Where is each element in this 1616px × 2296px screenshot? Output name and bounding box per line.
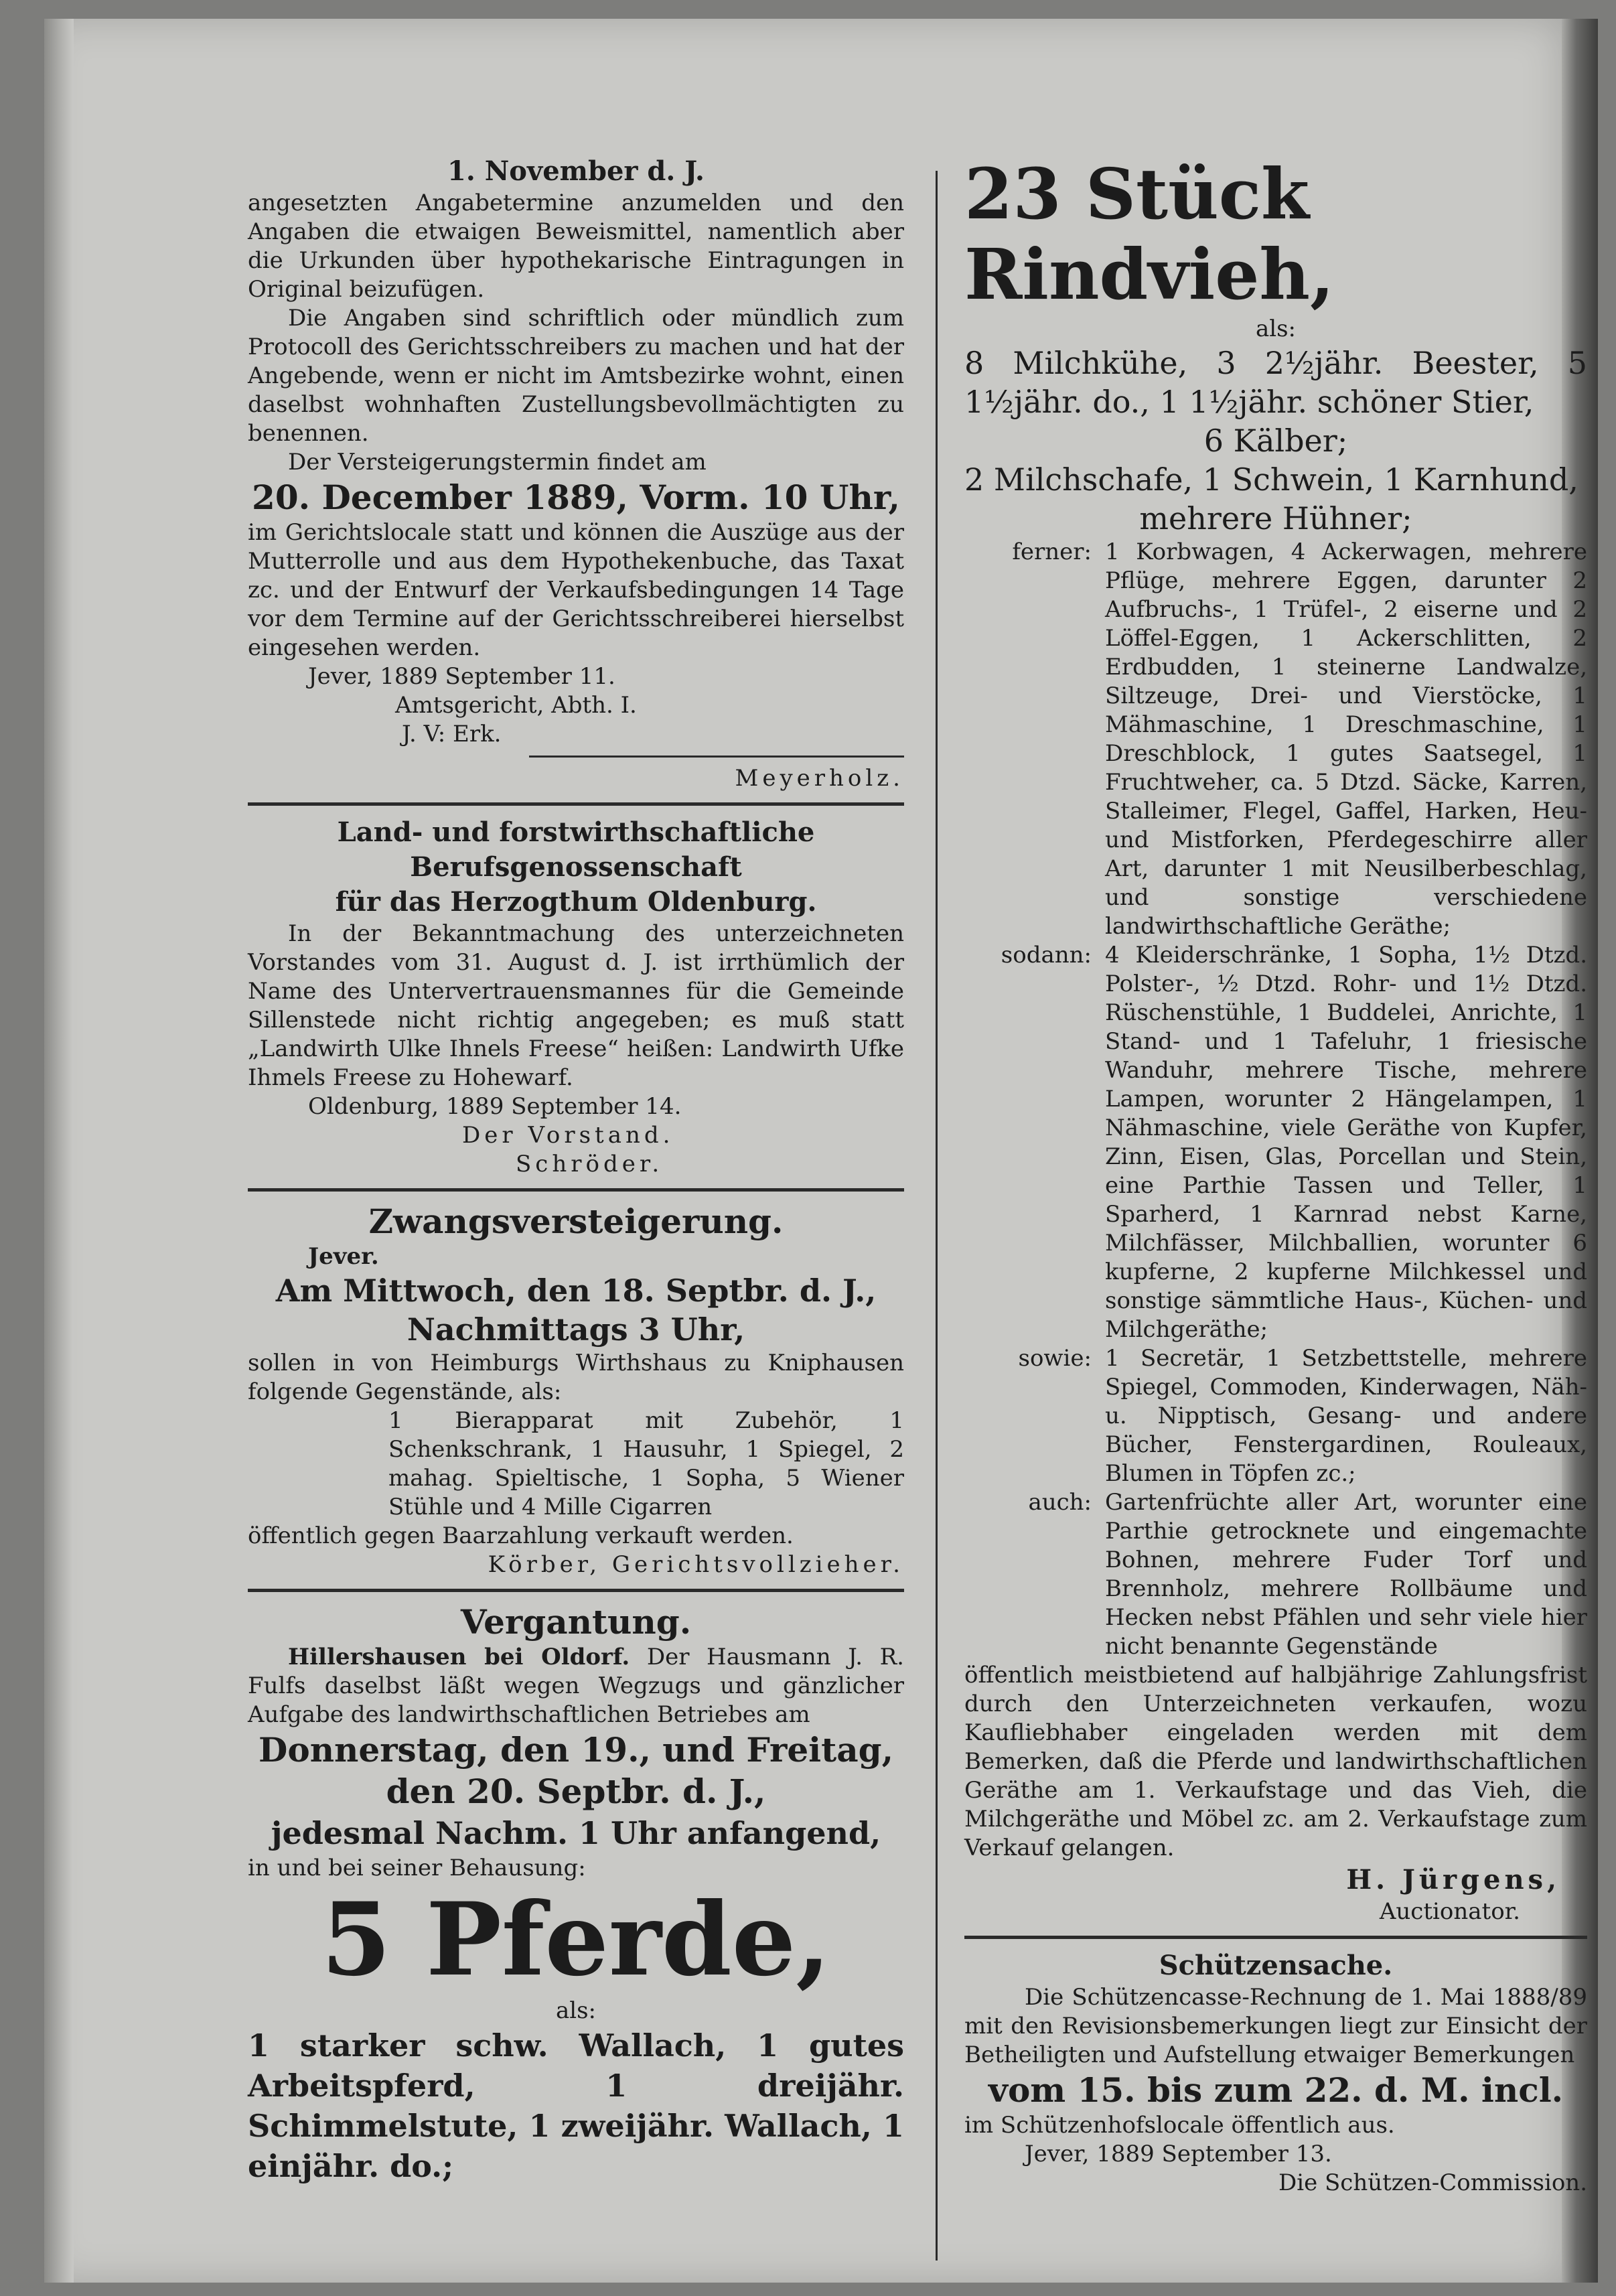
auction-place: Jever. (308, 1243, 379, 1270)
board-label: Der Vorstand. (462, 1122, 674, 1149)
place-date: Jever, 1889 September 11. (308, 663, 615, 690)
auction-time: Nachmittags 3 Uhr, (407, 1311, 745, 1348)
sowie-list (964, 1344, 1587, 1488)
inspection-dates: vom 15. bis zum 22. d. M. incl. (988, 2070, 1564, 2110)
notice-paragraph: sollen in von Heimburgs Wirthshaus zu Kniphausen folgende Gegenstände, als: (248, 1350, 904, 1405)
section-divider (248, 802, 904, 806)
auction-items: 1 Bierapparat mit Zubehör, 1 Schenkschrank, 1 Hausuhr, 1 Spiegel, 2 mahag. Spieltische, 1 Sopha, 5 Wiener Stühle und 4 Mille Cigarren (388, 1407, 904, 1520)
notice-paragraph: öffentlich gegen Baarzahlung verkauft werden. (248, 1522, 794, 1549)
cattle-list: 8 Milchkühe, 3 2½jähr. Beester, 5 1½jähr. do., 1 1½jähr. schöner Stier, (964, 345, 1587, 420)
horses-list: 1 starker schw. Wallach, 1 gutes Arbeitspferd, 1 dreijähr. Schimmelstute, 1 zweijähr. Wallach, 1 einjähr. do.; (248, 2027, 904, 2184)
notice-paragraph: im Schützenhofslocale öffentlich aus. (964, 2112, 1395, 2139)
court-name: Amtsgericht, Abth. I. (395, 692, 637, 719)
notice-paragraph: In der Bekanntmachung des unterzeichneten Vorstandes vom 31. August d. J. ist irrthümlich der Name des Untervertrauensmannes für die Gemeinde Sillenstede nicht richtig angegeben; es muß statt „Landwirth Ulke Ihnels Freese“ heißen: Landwirth Ufke Ihmels Freese zu Hohewarf. (248, 920, 904, 1091)
place-date: Oldenburg, 1889 September 14. (308, 1093, 682, 1120)
sale-description: Der Hausmann J. R. Fulfs daselbst läßt wegen Wegzugs und gänzlicher Aufgabe des landwirthschaftlichen Betriebes am (248, 1644, 904, 1728)
court-clerk: Meyerholz. (735, 765, 904, 792)
section-divider (248, 1188, 904, 1192)
notice-paragraph: angesetzten Angabetermine anzumelden und den Angaben die etwaigen Beweismittel, namentlich aber die Urkunden über hypothekarische Eintragungen in Original beizufügen. (248, 190, 904, 303)
auction-date: Am Mittwoch, den 18. Septbr. d. J., (275, 1273, 877, 1309)
list-label: ferner: (1012, 539, 1092, 565)
sale-time: jedesmal Nachm. 1 Uhr anfangend, (271, 1815, 881, 1851)
sheep-line: 2 Milchschafe, 1 Schwein, 1 Karnhund, (964, 461, 1578, 498)
shooting-club-heading: Schützensache. (1159, 1950, 1393, 1981)
auction-date: 20. December 1889, Vorm. 10 Uhr, (252, 478, 900, 517)
calves: 6 Kälber; (1203, 423, 1348, 459)
notice-paragraph: im Gerichtslocale statt und können die Auszüge aus der Mutterrolle und aus dem Hypothekenbuche, das Taxat zc. und der Entwurf der Verkaufsbedingungen 14 Tage vor dem Termine auf der Gerichtsschreiberei hierselbst eingesehen werden. (248, 519, 904, 661)
divider (529, 756, 904, 758)
list-text: 4 Kleiderschränke, 1 Sopha, 1½ Dtzd. Polster-, ½ Dtzd. Rohr- und 1½ Dtzd. Rüschenstühle, 1 Buddelei, Anrichte, 1 Stand- und 1 Tafeluhr, 1 friesische Wanduhr, mehrere Tische, mehrere Lampen, worunter 2 Hängelampen, 1 Nähmaschine, viele Geräthe von Kupfer, Zinn, Eisen, Glas, Porcellan und Stein, eine Parthie Tassen und Teller, 1 Sparherd, 1 Karnrad nebst Karne, Milchfässer, Milchballien, worunter 6 kupferne, 2 kupferne Milchkessel und sonstige sämmtliche Haus-, Küchen- und Milchgeräthe; (1105, 942, 1587, 1343)
court-signer: J. V: Erk. (402, 721, 502, 747)
left-column (248, 154, 904, 2186)
notice-deadline-heading: 1. November d. J. (447, 155, 705, 187)
notice-paragraph: Die Angaben sind schriftlich oder mündlich zum Protocoll des Gerichtsschreibers zu machen und hat der Angebende, wenn er nicht im Amtsbezirke wohnt, einen daselbst wohnhaften Zustellungsbevollmächtigten zu benennen. (248, 305, 904, 447)
bailiff-signature: Körber, Gerichtsvollzieher. (488, 1551, 904, 1578)
list-label: sodann: (1001, 942, 1092, 968)
page-binding (44, 19, 74, 2283)
als-label: als: (555, 1997, 597, 2024)
sodann-list (964, 941, 1587, 1344)
auctioneer-name: H. Jürgens, (1346, 1864, 1560, 1895)
place-date: Jever, 1889 September 13. (1025, 2141, 1332, 2167)
court-notice (248, 154, 904, 793)
auch-list (964, 1488, 1587, 1661)
horses-headline: 5 Pferde, (321, 1881, 831, 1999)
sale-date: den 20. Septbr. d. J., (386, 1772, 766, 1811)
notice-paragraph (248, 1643, 904, 1729)
commission-signature: Die Schützen-Commission. (1278, 2169, 1587, 2196)
cattle-headline: 23 Stück Rindvieh, (964, 153, 1335, 315)
forced-auction-notice (248, 1201, 904, 1579)
association-subheading: für das Herzogthum Oldenburg. (335, 886, 817, 918)
auctioneer-title: Auctionator. (1379, 1898, 1520, 1925)
als-label: als: (1255, 315, 1297, 342)
notice-paragraph: Die Schützencasse-Rechnung de 1. Mai 1888/89 mit den Revisionsbemerkungen liegt zur Einsicht der Betheiligten und Aufstellung etwaiger Bemerkungen (964, 1984, 1587, 2068)
sale-location: Hillershausen bei Oldorf. (288, 1644, 630, 1670)
board-signer: Schröder. (516, 1151, 664, 1177)
shooting-club-notice (964, 1948, 1587, 2198)
section-divider (964, 1936, 1587, 1939)
right-column (964, 154, 1587, 2198)
sale-date: Donnerstag, den 19., und Freitag, (258, 1730, 894, 1770)
hens-line: mehrere Hühner; (1139, 500, 1412, 536)
list-label: auch: (1028, 1489, 1092, 1516)
list-text: Gartenfrüchte aller Art, worunter eine Parthie getrocknete und eingemachte Bohnen, mehrere Fuder Torf und Brennholz, mehrere Rollbäume und Hecken nebst Pfählen und sehr viele hier nicht benannte Gegenstände (1105, 1489, 1587, 1660)
list-text: 1 Korbwagen, 4 Ackerwagen, mehrere Pflüge, mehrere Eggen, darunter 2 Aufbruchs-, 1 Trüfel-, 2 eiserne und 2 Löffel-Eggen, 1 Ackerschlitten, 2 Erdbudden, 1 steinerne Landwalze, Siltzeuge, Drei- und Vierstöcke, 1 Mähmaschine, 1 Dreschmaschine, 1 Dreschblock, 1 gutes Saatsegel, 1 Fruchtweher, ca. 5 Dtzd. Säcke, Karren, Stalleimer, Flegel, Gaffel, Harken, Heu- und Mistforken, Pferdegeschirre aller Art, darunter 1 mit Neusilberbeschlag, und sonstige verschiedene landwirthschaftliche Geräthe; (1105, 539, 1587, 940)
section-divider (248, 1589, 904, 1592)
sale-notice (248, 1601, 904, 2186)
association-notice (248, 815, 904, 1179)
list-text: 1 Secretär, 1 Setzbettstelle, mehrere Spiegel, Commoden, Kinderwagen, Näh- u. Nipptisch, Gesang- und andere Bücher, Fenstergardinen, Rouleaux, Blumen in Töpfen zc.; (1105, 1345, 1587, 1487)
association-heading: Land- und forstwirthschaftliche Berufsgenossenschaft (337, 816, 815, 883)
forced-auction-heading: Zwangsversteigerung. (368, 1202, 784, 1241)
closing-paragraph: öffentlich meistbietend auf halbjährige Zahlungsfrist durch den Unterzeichneten verkaufen, wozu Kaufliebhaber eingeladen werden mit dem Bemerken, daß die Pferde und landwirthschaftlichen Geräthe am 1. Verkaufstage und das Vieh, die Milchgeräthe und Möbel zc. am 2. Verkaufstage zum Verkauf gelangen. (964, 1662, 1587, 1861)
ferner-list (964, 538, 1587, 941)
notice-paragraph: Der Versteigerungstermin findet am (288, 449, 707, 476)
notice-paragraph: in und bei seiner Behausung: (248, 1855, 586, 1881)
column-divider (936, 171, 938, 2261)
sale-heading: Vergantung. (460, 1602, 692, 1642)
cattle-sale (964, 154, 1587, 1926)
list-label: sowie: (1018, 1345, 1092, 1372)
